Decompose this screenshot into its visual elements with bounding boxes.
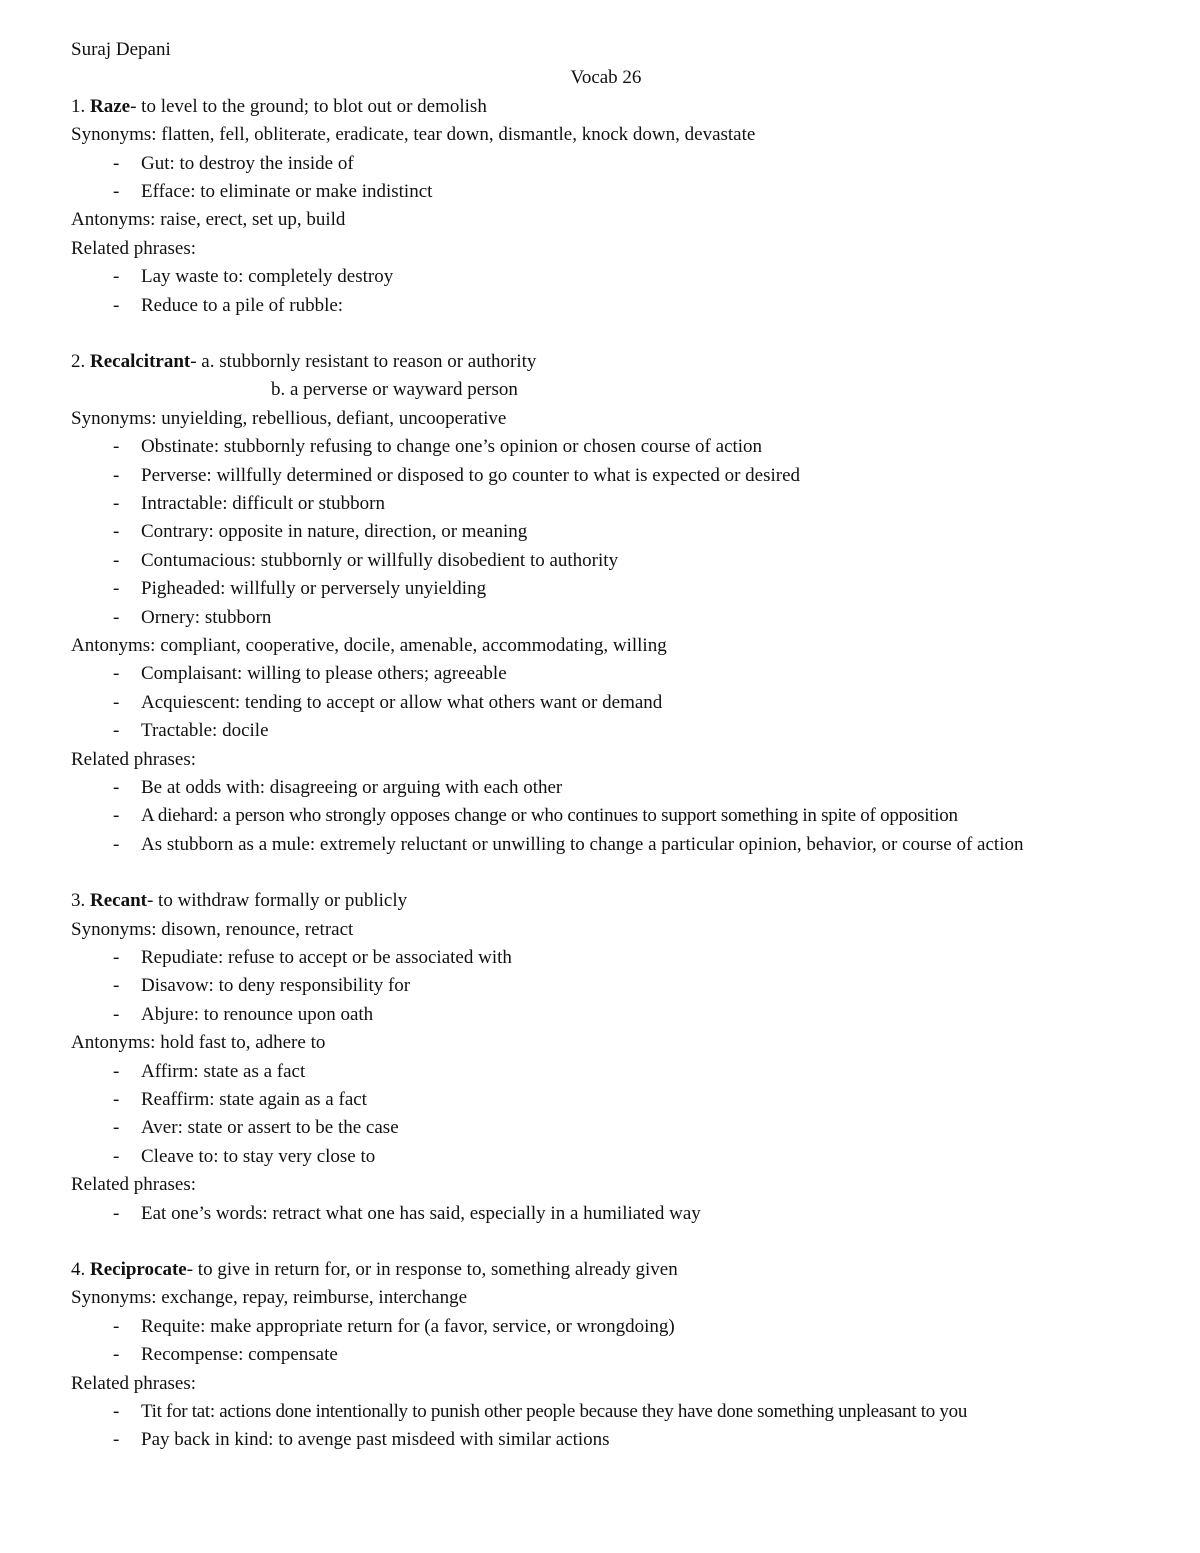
author-name: Suraj Depani [71,39,171,60]
document-page [71,36,1141,1455]
bullet-dash: - [113,776,120,798]
list-item [71,150,1141,178]
entry-heading [71,887,1141,915]
list-item [71,1200,1141,1228]
bullet-dash: - [113,663,120,685]
bullet-dash: - [113,492,120,514]
list-item [71,604,1141,632]
entry-word: Reciprocate [90,1259,187,1281]
list-item-text: Cleave to: to stay very close to [141,1145,376,1167]
list-item-text: Tit for tat: actions done intentionally to punish other people because they have done something unpleasant to you [141,1401,968,1422]
bullet-dash: - [113,521,120,543]
synonyms-line: Synonyms: exchange, repay, reimburse, interchange [71,1287,468,1309]
entry-heading [71,93,1141,121]
list-item-text: Complaisant: willing to please others; agreeable [141,663,507,685]
list-item [71,518,1141,546]
list-item [71,802,1141,830]
bullet-dash: - [113,1401,120,1422]
entry-number: 4. [71,1259,86,1281]
entry-definition: - to withdraw formally or publicly [146,890,408,912]
bullet-dash: - [113,805,120,827]
list-item [71,1001,1141,1029]
entry-word: Raze [90,95,131,117]
related-phrases-label: Related phrases: [71,1174,197,1196]
list-item-text: Ornery: stubborn [141,606,272,628]
list-item [71,1313,1141,1341]
list-item [71,1341,1141,1369]
list-item [71,263,1141,291]
bullet-dash: - [113,266,120,288]
list-item-text: Lay waste to: completely destroy [141,266,394,288]
bullet-dash: - [113,691,120,713]
list-item-text: Affirm: state as a fact [141,1060,306,1082]
list-item-text: Eat one’s words: retract what one has said, especially in a humiliated way [141,1202,701,1224]
bullet-dash: - [113,1060,120,1082]
list-item [71,292,1141,320]
list-item [71,774,1141,802]
list-item-text: Abjure: to renounce upon oath [141,1003,374,1025]
list-item [71,1426,1141,1454]
list-item [71,462,1141,490]
list-item-text: As stubborn as a mule: extremely reluctant or unwilling to change a particular opinion, behavior, or course of action [141,833,1024,855]
antonyms-line: Antonyms: compliant, cooperative, docile, amenable, accommodating, willing [71,634,667,656]
bullet-dash: - [113,1202,120,1224]
bullet-dash: - [113,294,120,316]
list-item [71,717,1141,745]
entry-word: Recalcitrant [90,350,191,372]
bullet-dash: - [113,833,120,855]
bullet-dash: - [113,975,120,997]
list-item-text: Gut: to destroy the inside of [141,152,354,174]
list-item-text: Pigheaded: willfully or perversely unyielding [141,578,487,600]
list-item-text: Repudiate: refuse to accept or be associated with [141,946,512,968]
entry-heading [71,348,1141,376]
list-item [71,1398,1141,1426]
bullet-dash: - [113,720,120,742]
vocab-entry-reciprocate [71,1256,1141,1455]
vocab-entry-recant [71,887,1141,1228]
page-title: Vocab 26 [570,67,642,89]
list-item-text: Contumacious: stubbornly or willfully disobedient to authority [141,549,619,571]
entry-word: Recant [90,890,147,912]
list-item [71,547,1141,575]
list-item [71,178,1141,206]
list-item [71,944,1141,972]
bullet-dash: - [113,1003,120,1025]
bullet-dash: - [113,436,120,458]
list-item [71,1058,1141,1086]
spacer [71,859,1141,887]
bullet-dash: - [113,1089,120,1110]
bullet-dash: - [113,1344,120,1366]
list-item [71,575,1141,603]
entry-definition: - a. stubbornly resistant to reason or authority [190,350,537,372]
list-item [71,1114,1141,1142]
related-phrases-label: Related phrases: [71,237,197,259]
entry-number: 2. [71,350,86,372]
spacer [71,1228,1141,1256]
entry-number: 3. [71,890,86,912]
entry-heading [71,1256,1141,1284]
bullet-dash: - [113,1145,120,1167]
synonyms-line: Synonyms: flatten, fell, obliterate, eradicate, tear down, dismantle, knock down, devastate [71,124,756,146]
list-item-text: Be at odds with: disagreeing or arguing with each other [141,776,563,798]
bullet-dash: - [113,606,120,628]
bullet-dash: - [113,578,120,600]
list-item-text: Requite: make appropriate return for (a favor, service, or wrongdoing) [141,1315,675,1337]
bullet-dash: - [113,946,120,968]
list-item [71,1143,1141,1171]
list-item-text: Reaffirm: state again as a fact [141,1089,367,1110]
synonyms-line: Synonyms: unyielding, rebellious, defiant, uncooperative [71,407,507,429]
list-item-text: Perverse: willfully determined or disposed to go counter to what is expected or desired [141,464,801,486]
list-item-text: Pay back in kind: to avenge past misdeed with similar actions [141,1429,610,1451]
vocab-entry-recalcitrant [71,348,1141,859]
list-item-text: Recompense: compensate [141,1344,338,1366]
related-phrases-label: Related phrases: [71,748,197,770]
antonyms-line: Antonyms: raise, erect, set up, build [71,209,346,231]
entry-definition: - to level to the ground; to blot out or demolish [130,95,487,117]
list-item-text: Contrary: opposite in nature, direction, or meaning [141,521,528,543]
list-item [71,689,1141,717]
bullet-dash: - [113,1117,120,1139]
spacer [71,320,1141,348]
antonyms-line: Antonyms: hold fast to, adhere to [71,1032,326,1054]
bullet-dash: - [113,464,120,486]
list-item-text: Acquiescent: tending to accept or allow what others want or demand [141,691,663,713]
bullet-dash: - [113,152,120,174]
list-item-text: Disavow: to deny responsibility for [141,975,411,997]
list-item [71,972,1141,1000]
synonyms-line: Synonyms: disown, renounce, retract [71,918,354,940]
list-item-text: Efface: to eliminate or make indistinct [141,180,433,202]
entry-number: 1. [71,95,86,117]
list-item-text: Aver: state or assert to be the case [141,1117,399,1139]
list-item-text: Tractable: docile [141,720,269,742]
related-phrases-label: Related phrases: [71,1372,197,1394]
list-item-text: Obstinate: stubbornly refusing to change one’s opinion or chosen course of action [141,436,763,458]
list-item [71,1086,1141,1114]
list-item [71,490,1141,518]
bullet-dash: - [113,1429,120,1451]
list-item [71,831,1141,859]
entry-definition: - to give in return for, or in response to, something already given [186,1259,678,1281]
list-item [71,433,1141,461]
list-item [71,660,1141,688]
entry-definition-b: b. a perverse or wayward person [271,379,518,401]
list-item-text: Reduce to a pile of rubble: [141,294,344,316]
bullet-dash: - [113,1315,120,1337]
vocab-entry-raze [71,93,1141,320]
list-item-text: A diehard: a person who strongly opposes change or who continues to support something in spite of opposition [141,805,958,827]
list-item-text: Intractable: difficult or stubborn [141,492,385,514]
bullet-dash: - [113,549,120,571]
bullet-dash: - [113,180,120,202]
